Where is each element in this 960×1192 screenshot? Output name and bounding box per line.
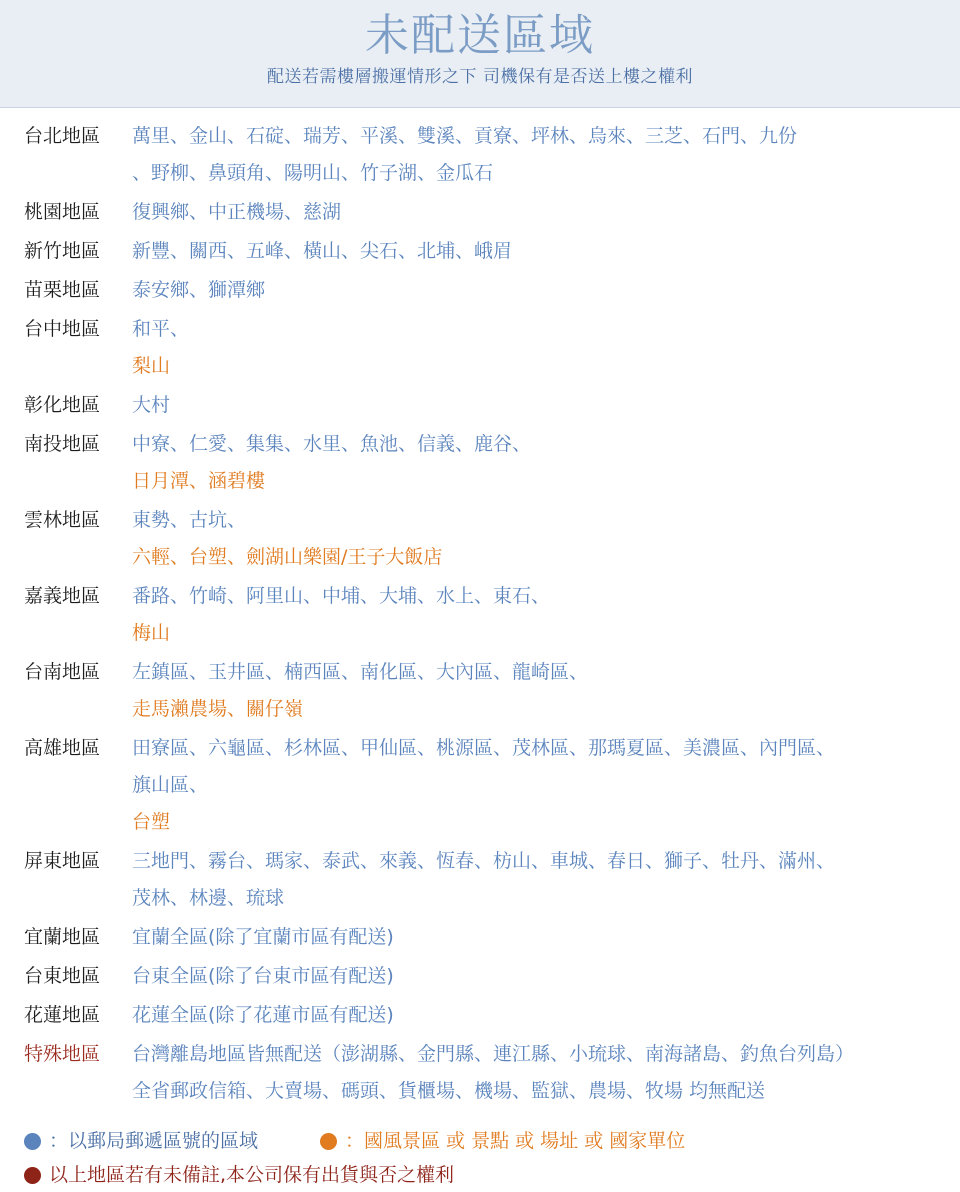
region-row — [0, 654, 960, 728]
region-label: 高雄地區 — [24, 737, 101, 759]
region-label: 雲林地區 — [24, 509, 101, 531]
region-label: 屏東地區 — [24, 850, 101, 872]
region-row — [0, 194, 960, 231]
legend-blue — [24, 1124, 258, 1158]
region-row — [0, 578, 960, 652]
region-label: 特殊地區 — [24, 1043, 101, 1065]
page-title: 未配送區域 — [365, 10, 595, 61]
region-values — [132, 843, 946, 917]
region-value-segment: 泰安鄉、獅潭鄉 — [132, 279, 266, 301]
region-values — [132, 578, 946, 652]
page-header — [0, 0, 960, 108]
region-row — [0, 958, 960, 995]
region-values — [132, 387, 946, 424]
region-value-segment: 新豐、關西、五峰、橫山、尖石、北埔、峨眉 — [132, 240, 513, 262]
region-row — [0, 919, 960, 956]
region-value-segment: 六輕、台塑、劍湖山樂園/王子大飯店 — [132, 546, 443, 568]
legend-note-label: 以上地區若有未備註,本公司保有出貨與否之權利 — [49, 1164, 455, 1186]
region-value-segment: 全省郵政信箱、大賣場、碼頭、貨櫃場、機場、監獄、農場、牧場 均無配送 — [132, 1080, 766, 1102]
region-label: 桃園地區 — [24, 201, 101, 223]
legend — [0, 1124, 960, 1192]
region-values — [132, 426, 946, 500]
region-values — [132, 919, 946, 956]
blue-dot-icon — [24, 1133, 41, 1150]
orange-dot-icon — [320, 1133, 337, 1150]
region-values — [132, 118, 946, 192]
region-value-segment: 番路、竹崎、阿里山、中埔、大埔、水上、東石、 — [132, 585, 551, 607]
region-value-segment: 田寮區、六龜區、杉林區、甲仙區、桃源區、茂林區、那瑪夏區、美濃區、內門區、 — [132, 737, 836, 759]
region-label: 宜蘭地區 — [24, 926, 101, 948]
region-value-segment: 萬里、金山、石碇、瑞芳、平溪、雙溪、貢寮、坪林、烏來、三芝、石門、九份 — [132, 125, 798, 147]
region-value-segment: 日月潭、涵碧樓 — [132, 470, 266, 492]
legend-orange — [320, 1124, 685, 1158]
region-row — [0, 843, 960, 917]
region-value-segment: 中寮、仁愛、集集、水里、魚池、信義、鹿谷、 — [132, 433, 532, 455]
region-value-segment: 和平、 — [132, 318, 190, 340]
region-label: 台北地區 — [24, 125, 101, 147]
region-values — [132, 958, 946, 995]
legend-row-note — [24, 1158, 936, 1192]
region-row — [0, 730, 960, 841]
region-values — [132, 194, 946, 231]
page-subtitle: 配送若需樓層搬運情形之下 司機保有是否送上樓之權利 — [267, 67, 693, 87]
region-values — [132, 1036, 946, 1110]
region-value-segment: 三地門、霧台、瑪家、泰武、來義、恆春、枋山、車城、春日、獅子、牡丹、滿州、 — [132, 850, 836, 872]
region-value-segment: 、野柳、鼻頭角、陽明山、竹子湖、金瓜石 — [132, 162, 494, 184]
region-label: 苗栗地區 — [24, 279, 101, 301]
region-value-segment: 走馬瀨農場、關仔嶺 — [132, 698, 304, 720]
region-row — [0, 1036, 960, 1110]
region-label: 南投地區 — [24, 433, 101, 455]
region-row — [0, 502, 960, 576]
region-label: 台東地區 — [24, 965, 101, 987]
region-value-segment: 左鎮區、玉井區、楠西區、南化區、大內區、龍崎區、 — [132, 661, 589, 683]
region-values — [132, 730, 946, 841]
region-value-segment: 茂林、林邊、琉球 — [132, 887, 285, 909]
region-row — [0, 426, 960, 500]
region-label: 嘉義地區 — [24, 585, 101, 607]
legend-row-symbols — [24, 1124, 936, 1158]
region-value-segment: 東勢、古坑、 — [132, 509, 247, 531]
legend-blue-label: ：以郵局郵遞區號的區域 — [49, 1130, 259, 1152]
region-label: 台中地區 — [24, 318, 101, 340]
region-row — [0, 311, 960, 385]
region-value-segment: 復興鄉、中正機場、慈湖 — [132, 201, 342, 223]
region-row — [0, 118, 960, 192]
region-value-segment: 梨山 — [132, 355, 171, 377]
region-label: 花蓮地區 — [24, 1004, 101, 1026]
region-row — [0, 272, 960, 309]
region-row — [0, 997, 960, 1034]
region-row — [0, 387, 960, 424]
region-values — [132, 654, 946, 728]
region-values — [132, 311, 946, 385]
region-label: 彰化地區 — [24, 394, 101, 416]
red-dot-icon — [24, 1167, 41, 1184]
region-label: 台南地區 — [24, 661, 101, 683]
legend-orange-label: ：國風景區 或 景點 或 場址 或 國家單位 — [345, 1130, 686, 1152]
region-value-segment: 宜蘭全區(除了宜蘭市區有配送) — [132, 926, 394, 948]
region-label: 新竹地區 — [24, 240, 101, 262]
region-value-segment: 大村 — [132, 394, 171, 416]
region-value-segment: 台塑 — [132, 811, 171, 833]
region-value-segment: 台東全區(除了台東市區有配送) — [132, 965, 394, 987]
region-values — [132, 997, 946, 1034]
region-value-segment: 旗山區、 — [132, 774, 209, 796]
region-value-segment: 花蓮全區(除了花蓮市區有配送) — [132, 1004, 394, 1026]
region-row — [0, 233, 960, 270]
region-values — [132, 502, 946, 576]
region-values — [132, 272, 946, 309]
region-value-segment: 台灣離島地區皆無配送（澎湖縣、金門縣、連江縣、小琉球、南海諸島、釣魚台列島） — [132, 1043, 855, 1065]
region-values — [132, 233, 946, 270]
region-value-segment: 梅山 — [132, 622, 171, 644]
